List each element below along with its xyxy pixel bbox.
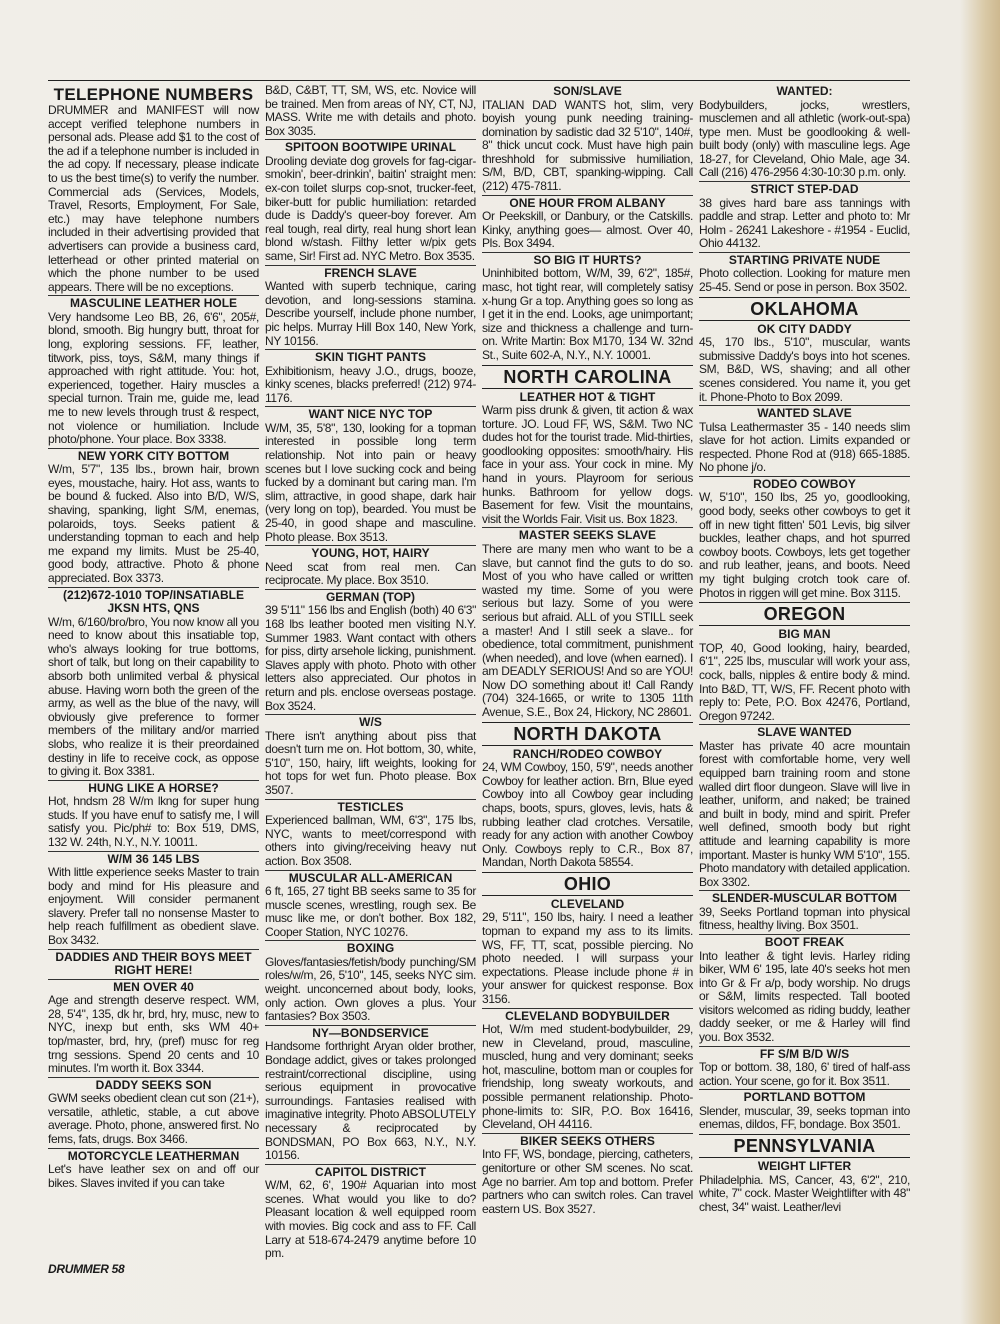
ad-body: ITALIAN DAD WANTS hot, slim, very boyish young punk needing training-domination by sadistic dad 32 5'10", 140#, 8" thick uncut cock. Must have high pain threshhold for submissive humiliation, S/M, B/D, CBT, spanking-wipping. Call (212) 475-7811.	[482, 97, 693, 194]
column-4	[699, 84, 910, 1215]
ad-heading: STARTING PRIVATE NUDE	[699, 252, 910, 268]
classified-ad	[482, 195, 693, 251]
ad-body: W/M, 35, 5'8", 130, looking for a topman interested in possible long term relationship. Not into pain or heavy scenes but I love sucking cock and being fucked by a dominant but caring man. I'm slim, attractive, in good shape, dark hair (very long on top), bearded. You must be 25-40, in good shape and masculine. Photo please. Box 3513.	[265, 420, 476, 544]
ad-body: Slender, muscular, 39, seeks topman into enemas, dildos, FF, bondage. Box 3501.	[699, 1103, 910, 1132]
ad-body: 38 gives hard bare ass tannings with paddle and strap. Letter and photo to: Mr Holm - 26241 Lakeshore - #1954 - Euclid, Ohio 44132.	[699, 195, 910, 251]
ad-body: Philadelphia. MS, Cancer, 43, 6'2", 210, white, 7" cock. Master Weightlifter with 48" chest, 34" waist. Leather/levi	[699, 1172, 910, 1214]
ad-body: Into FF, WS, bondage, piercing, catheters, genitorture or other SM scenes. No scat. Age no barrier. Am top and bottom. Prefer partners who can switch roles. Can travel eastern US. Box 3527.	[482, 1147, 693, 1216]
ad-body: TOP, 40, Good looking, hairy, bearded, 6'1", 225 lbs, muscular will work your ass, cock, balls, nipples & entire body & mind. Into B&D, TT, W/S, FF. Recent photo with reply to: Pete, P.O. Box 42476, Portland, Oregon 97242.	[699, 640, 910, 723]
classified-ad	[48, 851, 259, 948]
ad-body: Age and strength deserve respect. WM, 28, 5'4", 135, dk hr, brd, hry, musc, new to NYC, inexp but enth, sks WM 40+ top/master, brd, hry, (pref) musc for reg trng sessions. Spend 20 cents and 10 minutes. I'm worth it. Box 3344.	[48, 993, 259, 1076]
ad-body: Photo collection. Looking for mature men 25-45. Send or pose in person. Box 3502.	[699, 266, 910, 295]
classified-ad	[265, 349, 476, 405]
classified-ad	[699, 627, 910, 723]
page-footer: DRUMMER 58	[48, 1262, 125, 1276]
ad-body: B&D, C&BT, TT, SM, WS, etc. Novice will be trained. Men from areas of NY, CT, NJ, MASS. Write me with details and photo. Box 3035.	[265, 83, 476, 138]
section-heading: OREGON	[699, 602, 910, 626]
ad-heading: LEATHER HOT & TIGHT	[519, 389, 656, 404]
classified-ad	[699, 84, 910, 180]
classified-ad	[265, 84, 476, 138]
ad-heading: CLEVELAND BODYBUILDER	[482, 1008, 693, 1024]
ad-body: 39, Seeks Portland topman into physical fitness, healthy living. Box 3501.	[699, 904, 910, 933]
ad-heading: W/S	[265, 714, 476, 730]
ad-body: W/M, 62, 6', 190# Aquarian into most scenes. What would you like to do? Pleasant location & well equipped room with movies. Big cock and ass to FF. Call Larry at 518-674-2479 anytime before 10 pm.	[265, 1178, 476, 1261]
ad-heading: SLENDER-MUSCULAR BOTTOM	[699, 890, 910, 906]
ad-body: Bodybuilders, jocks, wrestlers, musclemen and all athletic (work-out-spa) type men. Must be goodlooking & well-built body (only) with masculine legs. Age 18-27, for Cleveland, Ohio Male, age 34. Call (216) 476-2956 4:30-10:30 p.m. only.	[699, 97, 910, 180]
ad-heading: HUNG LIKE A HORSE?	[48, 780, 259, 796]
ad-heading: SO BIG IT HURTS?	[482, 252, 693, 268]
ad-body: DRUMMER and MANIFEST will now accept verified telephone numbers in personal ads. Please add $1 to the cost of the ad if a telephone number is included in the ad copy. If necessary, please indicate to us the best time(s) to verify the number. Commercial ads (Services, Models, Travel, Resorts, Employment, For Sale, etc.) may have telephone numbers included in their advertising provided that advertisers can provide a business card, letterhead or other printed material on which the phone number to be used appears. There will be no exceptions.	[48, 103, 259, 294]
ad-body: Let's have leather sex on and off our bikes. Slaves invited if you can take	[48, 1162, 259, 1190]
classified-ad	[48, 780, 259, 850]
classified-ad	[699, 252, 910, 295]
ad-heading: OK CITY DADDY	[757, 321, 852, 336]
ad-heading: MOTORCYCLE LEATHERMAN	[48, 1148, 259, 1164]
ad-heading: MUSCULAR ALL-AMERICAN	[265, 870, 476, 886]
classified-ad	[48, 949, 259, 978]
ad-heading: DADDIES AND THEIR BOYS MEET RIGHT HERE!	[48, 949, 259, 978]
ad-body: 45, 170 lbs., 5'10", muscular, wants submissive Daddy's boys into hot scenes. SM, B&D, WS, shaving; and all other scenes considered. You name it, you get it. Phone-Photo to Box 2099.	[699, 335, 910, 404]
classified-ad	[482, 747, 693, 870]
ad-heading: WEIGHT LIFTER	[757, 1159, 852, 1174]
classified-ad	[48, 104, 259, 294]
ad-body: Experienced ballman, WM, 6'3", 175 lbs, NYC, wants to meet/correspond with others into giving/receiving heavy nut action. Box 3508.	[265, 813, 476, 868]
ad-heading: WANTED:	[776, 84, 833, 98]
classified-ad	[265, 139, 476, 263]
ad-body: Handsome forthright Aryan older brother, Bondage addict, gives or takes prolonged restraint/correctional discipline, using serious equipment in provocative surroundings. Fantasies realised with imaginative integrity. Photo ABSOLUTELY necessary & reciprocated by BONDSMAN, PO Box 663, N.Y., N.Y. 10156.	[265, 1039, 476, 1163]
classified-ad	[699, 724, 910, 889]
classified-ad	[48, 1077, 259, 1147]
ad-heading: FF S/M B/D W/S	[699, 1046, 910, 1062]
classified-ad	[699, 934, 910, 1045]
classified-ad	[265, 940, 476, 1023]
ad-heading: SPITOON BOOTWIPE URINAL	[265, 139, 476, 155]
classified-ad	[699, 1046, 910, 1089]
classified-ad	[265, 589, 476, 713]
ad-body: Need scat from real men. Can reciprocate. My place. Box 3510.	[265, 559, 476, 588]
ad-body: 24, WM Cowboy, 150, 5'9", needs another Cowboy for leather action. Brn, Blue eyed Cowboy into all Cowboy gear including chaps, boots, spurs, gloves, levis, hats & rubbing leather clad crotches. Versatile, ready for any action with another Cowboy Only. Cowboys reply to C.R., Box 87, Mandan, North Dakota 58554.	[482, 760, 693, 870]
classified-ad	[482, 390, 693, 527]
classified-ad	[482, 527, 693, 719]
ad-heading: SON/SLAVE	[553, 84, 622, 98]
classified-ad	[265, 799, 476, 869]
ad-body: Exhibitionism, heavy J.O., drugs, booze, kinky scenes, blacks preferred! (212) 974-1176.	[265, 363, 476, 405]
ad-heading: BOXING	[265, 940, 476, 956]
ad-heading: BIG MAN	[778, 627, 831, 642]
ad-body: Into leather & tight levis. Harley riding biker, WM 6' 195, late 40's seeks hot men into Gr & Fr a/p, body worship. No drugs or S&M, limits respected. Tall booted visitors welcomed as riding buddy, leather daddy seeker, or me & Harley will find you. Box 3532.	[699, 948, 910, 1045]
ad-heading: CAPITOL DISTRICT	[265, 1164, 476, 1180]
classified-ad	[482, 252, 693, 363]
classified-ad	[265, 406, 476, 544]
ad-body: Uninhibited bottom, W/M, 39, 6'2", 185#, masc, hot tight rear, will completely satisy x-hung Gr a top. Anything goes so long as I get it in the end. Looks, age unimportant; size and thickness a challenge and turn-on. Write Martin: Box M170, 134 W. 32nd St., Suite 602-A, N.Y., N.Y. 10001.	[482, 266, 693, 362]
classified-ad	[699, 476, 910, 600]
ad-heading: NY—BONDSERVICE	[265, 1025, 476, 1041]
top-rule	[48, 80, 910, 81]
classified-ad	[482, 84, 693, 194]
ad-heading: SLAVE WANTED	[699, 724, 910, 740]
ad-body: There are many men who want to be a slave, but cannot find the guts to do so. Most of you who have called or written wasted my time. Some of you were serious but lazy. Some of you were serious but afraid. ALL of you STILL seek a master! And I still seek a slave.. for obedience, total commitment, punishment (when needed), and love (when earned). I am DEADLY SERIOUS! And so are YOU! Now DO something about it! Call Randy (704) 324-1665, or write to 1305 11th Avenue, S.E., Box 24, Hickory, NC 28601.	[482, 541, 693, 720]
classified-ad	[48, 295, 259, 446]
classified-ad	[48, 1148, 259, 1191]
ad-body: 29, 5'11", 150 lbs, hairy. I need a leather topman to expand my ass to its limits. WS, FF, TT, scat, possible piercing. No photo needed. I will surpass your expectations. Please include phone # in your answer for quickest response. Box 3156.	[482, 910, 693, 1006]
ad-heading: W/M 36 145 LBS	[48, 851, 259, 867]
ad-heading: SKIN TIGHT PANTS	[265, 349, 476, 365]
ad-body: Warm piss drunk & given, tit action & wax torture. JO. Loud FF, WS, S&M. Two NC dudes hot for the tourist trade. Mid-thirties, goodlooking opposites: smooth/hairy. His face in your ass. Your cock in mine. My hand in yours. Playroom for serious hunks. Bathroom for yellow dogs. Basement for few. Visit the mountains, visit the Worlds Fair. Visit us. Box 1823.	[482, 403, 693, 526]
ad-body: Master has private 40 acre mountain forest with comfortable home, very well equipped barn training room and stone walled dirt floor dungeon. Slave will live in leather, uniform, and naked; be trained and built in body, mind and spirit. Prefer well defined, smooth body but right attitude and learning capability is more important. Master is hunky WM 5'10", 155. Photo mandatory with detailed application. Box 3302.	[699, 738, 910, 889]
ad-heading: FRENCH SLAVE	[265, 265, 476, 281]
ad-heading: GERMAN (TOP)	[265, 589, 476, 605]
ad-body: GWM seeks obedient clean cut son (21+), versatile, athletic, stable, a cut above average. Photo, phone, answered first. No fems, fats, drugs. Box 3466.	[48, 1091, 259, 1146]
classified-ad	[699, 1159, 910, 1214]
classified-ad	[265, 1164, 476, 1261]
classified-ad	[265, 1025, 476, 1163]
column-3	[482, 84, 693, 1217]
classified-ad	[48, 448, 259, 586]
ad-body: Gloves/fantasies/fetish/body punching/SM roles/w/m, 26, 5'10", 145, seeks NYC sim. weight. unconcerned about body, looks, only action. Own gloves a plus. Your fantasies? Box 3503.	[265, 954, 476, 1024]
section-heading: NORTH DAKOTA	[482, 722, 693, 746]
ad-heading: (212)672-1010 TOP/INSATIABLE JKSN HTS, QNS	[48, 587, 259, 616]
classified-ad	[265, 870, 476, 940]
ad-body: W/m, 6/160/bro/bro, You now know all you need to know about this insatiable top, who's always looking for true bottoms, short of talk, but long on their capability to absorb both unlimited verbal & physical abuse. Having worn both the green of the army, as well as the blue of the navy, will obviously give preference to former members of the military and/or married slobs, who realize it is their preordained destiny in life to receive cock, as oppose to giving it. Box 3381.	[48, 614, 259, 779]
section-heading: NORTH CAROLINA	[482, 365, 693, 389]
ad-heading: WANTED SLAVE	[699, 405, 910, 421]
ad-body: Tulsa Leathermaster 35 - 140 needs slim slave for hot action. Limits expanded or respected. Phone Rod at (918) 665-1885. No phone j/o.	[699, 419, 910, 475]
classified-ad	[699, 405, 910, 475]
classified-ad	[265, 714, 476, 797]
ad-heading: MASCULINE LEATHER HOLE	[48, 295, 259, 311]
classified-ad	[482, 1008, 693, 1132]
classified-ad	[48, 979, 259, 1076]
ad-heading: DADDY SEEKS SON	[48, 1077, 259, 1093]
ad-heading: CLEVELAND	[550, 896, 625, 911]
ad-body: Hot, hndsm 28 W/m lkng for super hung studs. If you have enuf to satisfy me, I will satisfy you. Pic/ph# to: Box 519, DMS, 132 W. 24th, N.Y., N.Y. 10011.	[48, 794, 259, 849]
classified-ad	[699, 181, 910, 251]
ad-body: There isn't anything about piss that doesn't turn me on. Hot bottom, 30, white, 5'10", 150, hairy, lift weights, looking for hot tops for wet fun. Photo please. Box 3507.	[265, 728, 476, 798]
ad-body: 6 ft, 165, 27 tight BB seeks same to 35 for muscle scenes, wrestling, rough sex. Be musc like me, or don't bother. Box 182, Cooper Station, NYC 10276.	[265, 884, 476, 939]
ad-heading: YOUNG, HOT, HAIRY	[265, 545, 476, 561]
classified-ad	[265, 545, 476, 588]
ad-body: Wanted with superb technique, caring devotion, and long-sessions stamina. Describe yourself, include phone number, pic helps. Murray Hill Box 140, New York, NY 10156.	[265, 279, 476, 348]
classified-ad	[482, 897, 693, 1007]
ad-body: Hot, W/m med student-bodybuilder, 29, new in Cleveland, proud, masculine, muscled, hung and very dominant; seeks hot, masculine, bottom man or couples for friendship, long sweaty workouts, and possible permanent relationship. Photo-phone-limits to: SIR, P.O. Box 16416, Cleveland, OH 44116.	[482, 1022, 693, 1132]
section-heading: PENNSYLVANIA	[699, 1134, 910, 1158]
ad-heading: TESTICLES	[265, 799, 476, 815]
ad-heading: PORTLAND BOTTOM	[699, 1089, 910, 1105]
ad-heading: RODEO COWBOY	[699, 476, 910, 492]
classified-ad	[699, 890, 910, 933]
classified-ad	[699, 322, 910, 404]
ad-body: W/m, 5'7", 135 lbs., brown hair, brown eyes, moustache, hairy. Hot ass, wants to be bound & fucked. Also into B/D, W/S, shaving, spanking, light S/M, enemas, polaroids, toys. Seeks patient & understanding topman to each and help me expand my limits. Must be 25-40, good body, attractive. Photo & phone appreciated. Box 3373.	[48, 462, 259, 585]
ad-body: 39 5'11" 156 lbs and English (both) 40 6'3" 168 lbs leather booted men visiting N.Y. Summer 1983. Want contact with others for piss, dirty arsehole licking, punishment. Slaves apply with photo. Photo with other letters also appreciated. Our photos in return and pls. enclose overseas postage. Box 3524.	[265, 603, 476, 713]
section-heading: TELEPHONE NUMBERS	[53, 85, 254, 104]
ad-body: Very handsome Leo BB, 26, 6'6", 205#, blond, smooth. Big hungry butt, throat for long, exploring sessions. FF, leather, titwork, piss, toys, S&M, many things if approached with right attitude. You: hot, experienced, together. Hairy muscles a special turnon. Train me, guide me, lead me to new levels through trust & respect, not violence or humiliation. Include photo/phone. Your place. Box 3338.	[48, 309, 259, 447]
classified-ad	[265, 265, 476, 348]
ad-heading: STRICT STEP-DAD	[699, 181, 910, 197]
ad-heading: RANCH/RODEO COWBOY	[512, 746, 663, 761]
ad-body: Or Peekskill, or Danbury, or the Catskills. Kinky, anything goes— almost. Over 40, Pls. Box 3494.	[482, 209, 693, 251]
ad-heading: BIKER SEEKS OTHERS	[482, 1133, 693, 1149]
ad-body: W, 5'10", 150 lbs, 25 yo, goodlooking, good body, seeks other cowboys to get it off in new tight fitten' 501 Levis, big silver buckles, leather chaps, and hot spurred cowboy boots. Cowboys, lets get together and rub leather, jeans, and boots. Need my tight bulging crotch took care of. Photos in riggen will get mine. Box 3115.	[699, 490, 910, 600]
ad-body: Top or bottom. 38, 180, 6' tired of half-ass action. Your scene, go for it. Box 3511.	[699, 1060, 910, 1088]
classified-ad	[699, 1089, 910, 1132]
section-heading: OKLAHOMA	[699, 297, 910, 321]
ad-heading: ONE HOUR FROM ALBANY	[482, 195, 693, 211]
ad-body: Drooling deviate dog grovels for fag-cigar-smokin', beer-drinkin', baitin' straight men: ex-con toilet slurps cop-snot, trucker-feet, biker-butt for public humiliation: retarded dude is Daddy's queer-boy forever. Am real tough, real dirty, real hung short lean blond w/stash. Filthy letter w/pix gets same, Sir! First ad. NYC Metro. Box 3535.	[265, 153, 476, 264]
column-2	[265, 84, 476, 1262]
classified-ad	[48, 587, 259, 779]
ad-heading: MASTER SEEKS SLAVE	[482, 527, 693, 543]
classified-ad	[482, 1133, 693, 1216]
ad-heading: MEN OVER 40	[48, 979, 259, 995]
column-1	[48, 84, 259, 1191]
ad-heading: WANT NICE NYC TOP	[265, 406, 476, 422]
ad-heading: BOOT FREAK	[699, 934, 910, 950]
section-heading: OHIO	[482, 872, 693, 896]
ad-heading: NEW YORK CITY BOTTOM	[48, 448, 259, 464]
ad-body: With little experience seeks Master to train body and mind for His pleasure and enjoyment. Will consider permanent slavery. Prefer tall no nonsense Master to help reach fulfillment as obedient slave. Box 3432.	[48, 865, 259, 948]
